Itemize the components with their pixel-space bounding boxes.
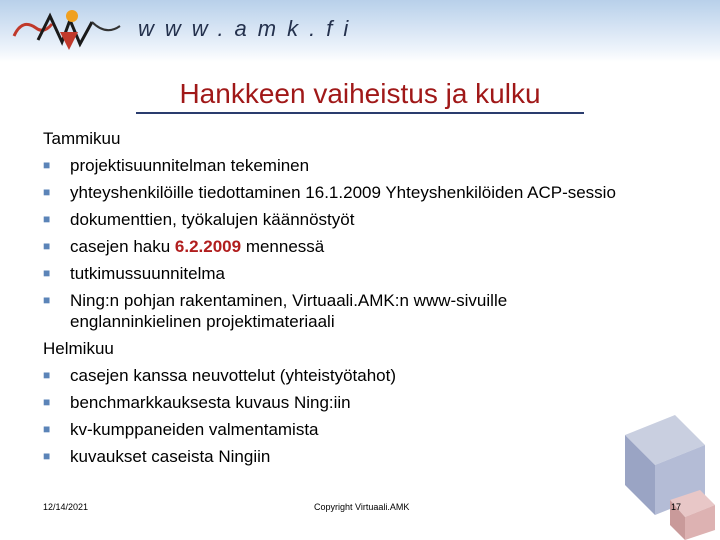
section-heading: Helmikuu — [43, 339, 114, 358]
square-bullet-icon: ■ — [43, 239, 51, 253]
list-item: ■ benchmarkkauksesta kuvaus Ning:iin — [43, 389, 643, 416]
slide-title: Hankkeen vaiheistus ja kulku — [179, 78, 541, 109]
footer-copyright: Copyright Virtuaali.AMK — [314, 502, 410, 512]
list-item: ■ Ning:n pohjan rakentaminen, Virtuaali.AMK:n www-sivuille englanninkielinen projektimateriaali — [43, 291, 508, 331]
square-bullet-icon: ■ — [43, 449, 51, 463]
site-url: www.amk.fi — [138, 16, 360, 41]
amk-logo-icon — [8, 6, 128, 56]
square-bullet-icon: ■ — [43, 158, 51, 172]
title-underline — [136, 112, 584, 114]
square-bullet-icon: ■ — [43, 422, 51, 436]
section-heading: Tammikuu — [43, 129, 121, 148]
footer-page-number: 17 — [671, 502, 682, 512]
square-bullet-icon: ■ — [43, 293, 51, 307]
slide-header — [0, 0, 720, 62]
list-item: ■ yhteyshenkilöille tiedottaminen 16.1.2009 Yhteyshenkilöiden ACP-sessio — [43, 183, 616, 202]
slide-body — [43, 125, 643, 470]
list-item: ■ dokumenttien, työkalujen käännöstyöt — [43, 206, 643, 233]
footer-date: 12/14/2021 — [43, 502, 89, 512]
square-bullet-icon: ■ — [43, 212, 51, 226]
square-bullet-icon: ■ — [43, 368, 51, 382]
decorative-cubes-icon — [595, 405, 720, 540]
square-bullet-icon: ■ — [43, 266, 51, 280]
square-bullet-icon: ■ — [43, 395, 51, 409]
list-item: ■ projektisuunnitelman tekeminen — [43, 152, 643, 179]
list-item: ■ casejen haku 6.2.2009 mennessä — [43, 233, 643, 260]
list-item: ■ casejen kanssa neuvottelut (yhteistyötahot) — [43, 362, 643, 389]
list-item: ■ tutkimussuunnitelma — [43, 260, 643, 287]
list-item: ■ kuvaukset caseista Ningiin — [43, 443, 643, 470]
square-bullet-icon: ■ — [43, 185, 51, 199]
deadline-date: 6.2.2009 — [174, 237, 242, 256]
list-item: ■ kv-kumppaneiden valmentamista — [43, 416, 643, 443]
